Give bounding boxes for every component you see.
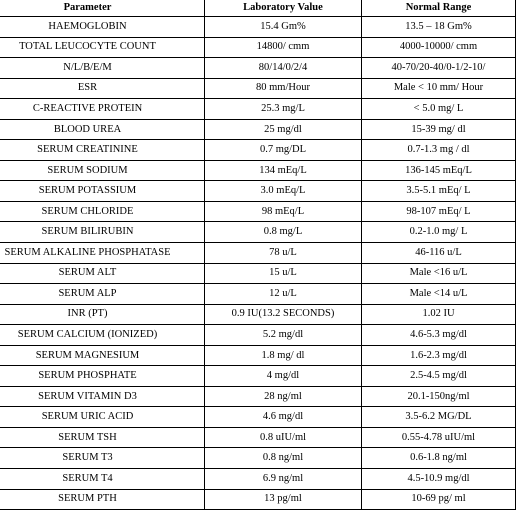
header-row <box>0 0 516 17</box>
laboratory-value-cell: 0.8 uIU/ml <box>205 427 362 448</box>
laboratory-value-cell: 80 mm/Hour <box>205 78 362 99</box>
parameter-cell: SERUM PTH <box>0 489 205 510</box>
laboratory-value-cell: 3.0 mEq/L <box>205 181 362 202</box>
table-row <box>0 325 516 346</box>
parameter-cell: SERUM T3 <box>0 448 205 469</box>
normal-range-cell: Male <14 u/L <box>362 284 516 305</box>
laboratory-value-cell: 6.9 ng/ml <box>205 469 362 490</box>
table-row <box>0 345 516 366</box>
table-row <box>0 243 516 264</box>
header-laboratory-value: Laboratory Value <box>205 0 362 17</box>
table-row <box>0 160 516 181</box>
parameter-cell: ESR <box>0 78 205 99</box>
laboratory-value-cell: 0.7 mg/DL <box>205 140 362 161</box>
parameter-cell: HAEMOGLOBIN <box>0 17 205 38</box>
table-row <box>0 407 516 428</box>
parameter-cell: C-REACTIVE PROTEIN <box>0 99 205 120</box>
laboratory-value-cell: 1.8 mg/ dl <box>205 345 362 366</box>
table-header <box>0 0 516 17</box>
laboratory-value-cell: 25 mg/dl <box>205 119 362 140</box>
parameter-cell: SERUM ALKALINE PHOSPHATASE <box>0 243 205 264</box>
parameter-cell: TOTAL LEUCOCYTE COUNT <box>0 37 205 58</box>
laboratory-value-cell: 80/14/0/2/4 <box>205 58 362 79</box>
laboratory-value-cell: 15 u/L <box>205 263 362 284</box>
parameter-cell: SERUM CREATININE <box>0 140 205 161</box>
parameter-cell: SERUM CALCIUM (IONIZED) <box>0 325 205 346</box>
normal-range-cell: 0.7-1.3 mg / dl <box>362 140 516 161</box>
normal-range-cell: 3.5-6.2 MG/DL <box>362 407 516 428</box>
table-row <box>0 222 516 243</box>
normal-range-cell: < 5.0 mg/ L <box>362 99 516 120</box>
parameter-cell: SERUM TSH <box>0 427 205 448</box>
table-row <box>0 58 516 79</box>
normal-range-cell: 10-69 pg/ ml <box>362 489 516 510</box>
laboratory-value-cell: 28 ng/ml <box>205 386 362 407</box>
laboratory-value-cell: 0.9 IU(13.2 SECONDS) <box>205 304 362 325</box>
table-row <box>0 78 516 99</box>
parameter-cell: SERUM POTASSIUM <box>0 181 205 202</box>
header-normal-range: Normal Range <box>362 0 516 17</box>
normal-range-cell: Male < 10 mm/ Hour <box>362 78 516 99</box>
parameter-cell: SERUM URIC ACID <box>0 407 205 428</box>
table-row <box>0 99 516 120</box>
laboratory-value-cell: 0.8 ng/ml <box>205 448 362 469</box>
laboratory-value-cell: 4 mg/dl <box>205 366 362 387</box>
table-row <box>0 489 516 510</box>
table-row <box>0 181 516 202</box>
table-body <box>0 17 516 510</box>
parameter-cell: SERUM PHOSPHATE <box>0 366 205 387</box>
parameter-cell: SERUM BILIRUBIN <box>0 222 205 243</box>
laboratory-value-cell: 78 u/L <box>205 243 362 264</box>
normal-range-cell: 136-145 mEq/L <box>362 160 516 181</box>
table-row <box>0 427 516 448</box>
laboratory-value-cell: 98 mEq/L <box>205 201 362 222</box>
table-row <box>0 386 516 407</box>
table-row <box>0 201 516 222</box>
parameter-cell: SERUM T4 <box>0 469 205 490</box>
table-row <box>0 119 516 140</box>
normal-range-cell: 40-70/20-40/0-1/2-10/ <box>362 58 516 79</box>
normal-range-cell: 1.02 IU <box>362 304 516 325</box>
normal-range-cell: 13.5 – 18 Gm% <box>362 17 516 38</box>
laboratory-value-cell: 13 pg/ml <box>205 489 362 510</box>
parameter-cell: N/L/B/E/M <box>0 58 205 79</box>
parameter-cell: BLOOD UREA <box>0 119 205 140</box>
table-row <box>0 284 516 305</box>
parameter-cell: SERUM ALP <box>0 284 205 305</box>
laboratory-value-cell: 12 u/L <box>205 284 362 305</box>
laboratory-value-cell: 4.6 mg/dl <box>205 407 362 428</box>
normal-range-cell: 4.5-10.9 mg/dl <box>362 469 516 490</box>
laboratory-value-cell: 15.4 Gm% <box>205 17 362 38</box>
normal-range-cell: 0.6-1.8 ng/ml <box>362 448 516 469</box>
table-row <box>0 469 516 490</box>
table-row <box>0 304 516 325</box>
normal-range-cell: 1.6-2.3 mg/dl <box>362 345 516 366</box>
laboratory-value-cell: 5.2 mg/dl <box>205 325 362 346</box>
normal-range-cell: 98-107 mEq/ L <box>362 201 516 222</box>
laboratory-value-cell: 14800/ cmm <box>205 37 362 58</box>
laboratory-value-cell: 0.8 mg/L <box>205 222 362 243</box>
table-row <box>0 448 516 469</box>
normal-range-cell: Male <16 u/L <box>362 263 516 284</box>
parameter-cell: SERUM SODIUM <box>0 160 205 181</box>
normal-range-cell: 0.55-4.78 uIU/ml <box>362 427 516 448</box>
laboratory-value-cell: 25.3 mg/L <box>205 99 362 120</box>
normal-range-cell: 3.5-5.1 mEq/ L <box>362 181 516 202</box>
parameter-cell: SERUM MAGNESIUM <box>0 345 205 366</box>
table-row <box>0 140 516 161</box>
laboratory-value-cell: 134 mEq/L <box>205 160 362 181</box>
normal-range-cell: 15-39 mg/ dl <box>362 119 516 140</box>
normal-range-cell: 20.1-150ng/ml <box>362 386 516 407</box>
table-row <box>0 37 516 58</box>
table-row <box>0 17 516 38</box>
normal-range-cell: 0.2-1.0 mg/ L <box>362 222 516 243</box>
normal-range-cell: 4000-10000/ cmm <box>362 37 516 58</box>
normal-range-cell: 46-116 u/L <box>362 243 516 264</box>
normal-range-cell: 4.6-5.3 mg/dl <box>362 325 516 346</box>
parameter-cell: SERUM ALT <box>0 263 205 284</box>
parameter-cell: INR (PT) <box>0 304 205 325</box>
normal-range-cell: 2.5-4.5 mg/dl <box>362 366 516 387</box>
table-row <box>0 366 516 387</box>
header-parameter: Parameter <box>0 0 205 17</box>
parameter-cell: SERUM CHLORIDE <box>0 201 205 222</box>
parameter-cell: SERUM VITAMIN D3 <box>0 386 205 407</box>
table-row <box>0 263 516 284</box>
